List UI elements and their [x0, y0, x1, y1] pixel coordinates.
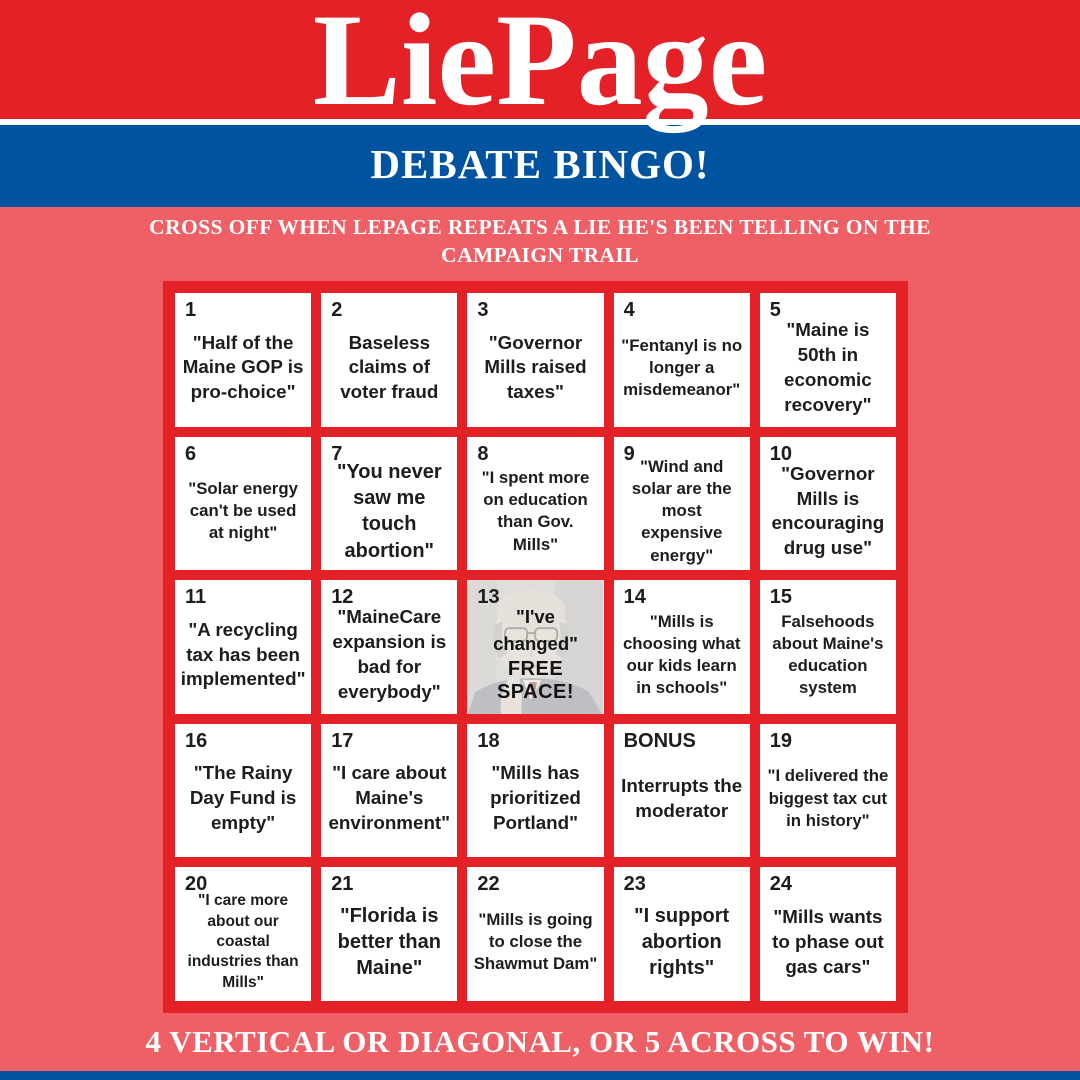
win-instructions: 4 VERTICAL OR DIAGONAL, OR 5 ACROSS TO WIN!: [145, 1024, 935, 1059]
bingo-cell-24[interactable]: [760, 867, 896, 1001]
bingo-cell-13-free-space[interactable]: [467, 580, 603, 714]
cell-text: "Governor Mills raised taxes": [484, 331, 587, 403]
bingo-cell-22[interactable]: [467, 867, 603, 1001]
bingo-cell-3[interactable]: [467, 293, 603, 427]
cell-text: "The Rainy Day Fund is empty": [189, 762, 297, 833]
cell-number: 21: [331, 873, 354, 896]
bingo-cell-10[interactable]: [760, 437, 896, 571]
cell-number: 1: [185, 299, 197, 321]
instructions-line-2: CAMPAIGN TRAIL: [441, 242, 639, 267]
bingo-cell-6[interactable]: [175, 437, 311, 571]
free-space-quote: "I've changed": [493, 606, 578, 654]
cell-bonus-label: BONUS: [623, 729, 696, 752]
instructions-line-1: CROSS OFF WHEN LEPAGE REPEATS A LIE HE'S BEEN TELLING ON THE: [149, 215, 931, 239]
bingo-cell-7[interactable]: [321, 437, 457, 571]
bingo-cell-8[interactable]: [467, 437, 603, 571]
bingo-cell-bonus[interactable]: [614, 724, 750, 858]
cell-text: "A recycling tax has been implemented": [180, 618, 306, 690]
bingo-cell-11[interactable]: [175, 580, 311, 714]
bingo-cell-19[interactable]: [760, 724, 896, 858]
cell-number: 7: [331, 442, 343, 465]
cell-text: "I care about Maine's environment": [328, 762, 451, 833]
cell-number: 8: [477, 442, 489, 465]
cell-text: "Governor Mills is encouraging drug use": [771, 462, 885, 559]
cell-number: 6: [185, 442, 197, 465]
bingo-cell-12[interactable]: [321, 580, 457, 714]
cell-number: 23: [623, 873, 646, 896]
cell-number: 19: [769, 729, 793, 752]
page-title: LiePage: [312, 0, 768, 133]
cell-number: 10: [769, 442, 793, 465]
cell-text: "Mills is choosing what our kids learn in schools": [622, 611, 741, 698]
cell-number: 18: [477, 729, 500, 752]
cell-number: 17: [331, 729, 354, 752]
cell-number: 4: [623, 299, 635, 321]
cell-text: "Mills is going to close the Shawmut Dam": [473, 909, 598, 974]
cell-number: 13: [477, 586, 500, 609]
cell-text: "Mills has prioritized Portland": [490, 762, 581, 833]
cell-text: "Solar energy can't be used at night": [188, 479, 298, 543]
subtitle-debate-bingo: DEBATE BINGO!: [370, 141, 710, 187]
footer-blue-strip: [0, 1071, 1080, 1080]
bingo-cell-14[interactable]: [614, 580, 750, 714]
cell-text: "Florida is better than Maine": [337, 904, 441, 980]
cell-text: "I spent more on education than Gov. Mills": [481, 468, 590, 554]
cell-text: Falsehoods about Maine's education system: [772, 611, 884, 698]
instructions-text: [0, 214, 1080, 270]
cell-number: 9: [623, 442, 635, 465]
cell-text: "I support abortion rights": [634, 904, 730, 980]
cell-text: "Mills wants to phase out gas cars": [772, 906, 884, 977]
cell-text: "I care more about our coastal industries than Mills": [187, 892, 299, 991]
cell-number: 20: [185, 873, 208, 896]
cell-number: 14: [623, 586, 646, 609]
bingo-cell-16[interactable]: [175, 724, 311, 858]
cell-number: 11: [185, 586, 207, 609]
cell-number: 3: [477, 299, 489, 321]
cell-text: "I delivered the biggest tax cut in history": [767, 766, 889, 830]
bingo-cell-21[interactable]: [321, 867, 457, 1001]
bingo-cell-5[interactable]: [760, 293, 896, 427]
cell-text: "Maine is 50th in economic recovery": [784, 319, 872, 415]
cell-number: 12: [331, 586, 354, 609]
cell-text: Interrupts the moderator: [621, 774, 743, 821]
bingo-cell-4[interactable]: [614, 293, 750, 427]
cell-number: 16: [185, 729, 208, 752]
bingo-cell-9[interactable]: [614, 437, 750, 571]
cell-number: 2: [331, 299, 343, 321]
bingo-board: [163, 281, 908, 1013]
cell-text: "You never saw me touch abortion": [336, 460, 442, 562]
cell-text: "Fentanyl is no longer a misdemeanor": [621, 335, 743, 399]
cell-number: 15: [769, 586, 793, 609]
bingo-cell-15[interactable]: [760, 580, 896, 714]
cell-text: "Half of the Maine GOP is pro-choice": [182, 331, 304, 403]
bingo-cell-1[interactable]: [175, 293, 311, 427]
cell-text: "Wind and solar are the most expensive energy": [631, 456, 732, 565]
cell-number: 22: [477, 873, 500, 896]
cell-text: Baseless claims of voter fraud: [340, 331, 439, 403]
cell-number: 5: [769, 299, 781, 321]
bingo-cell-20[interactable]: [175, 867, 311, 1001]
bingo-cell-17[interactable]: [321, 724, 457, 858]
bingo-cell-18[interactable]: [467, 724, 603, 858]
free-space-label: FREE SPACE!: [496, 657, 575, 703]
bingo-cell-23[interactable]: [614, 867, 750, 1001]
cell-text: "MaineCare expansion is bad for everybody": [332, 606, 447, 702]
cell-number: 24: [769, 873, 793, 896]
bingo-cell-2[interactable]: [321, 293, 457, 427]
